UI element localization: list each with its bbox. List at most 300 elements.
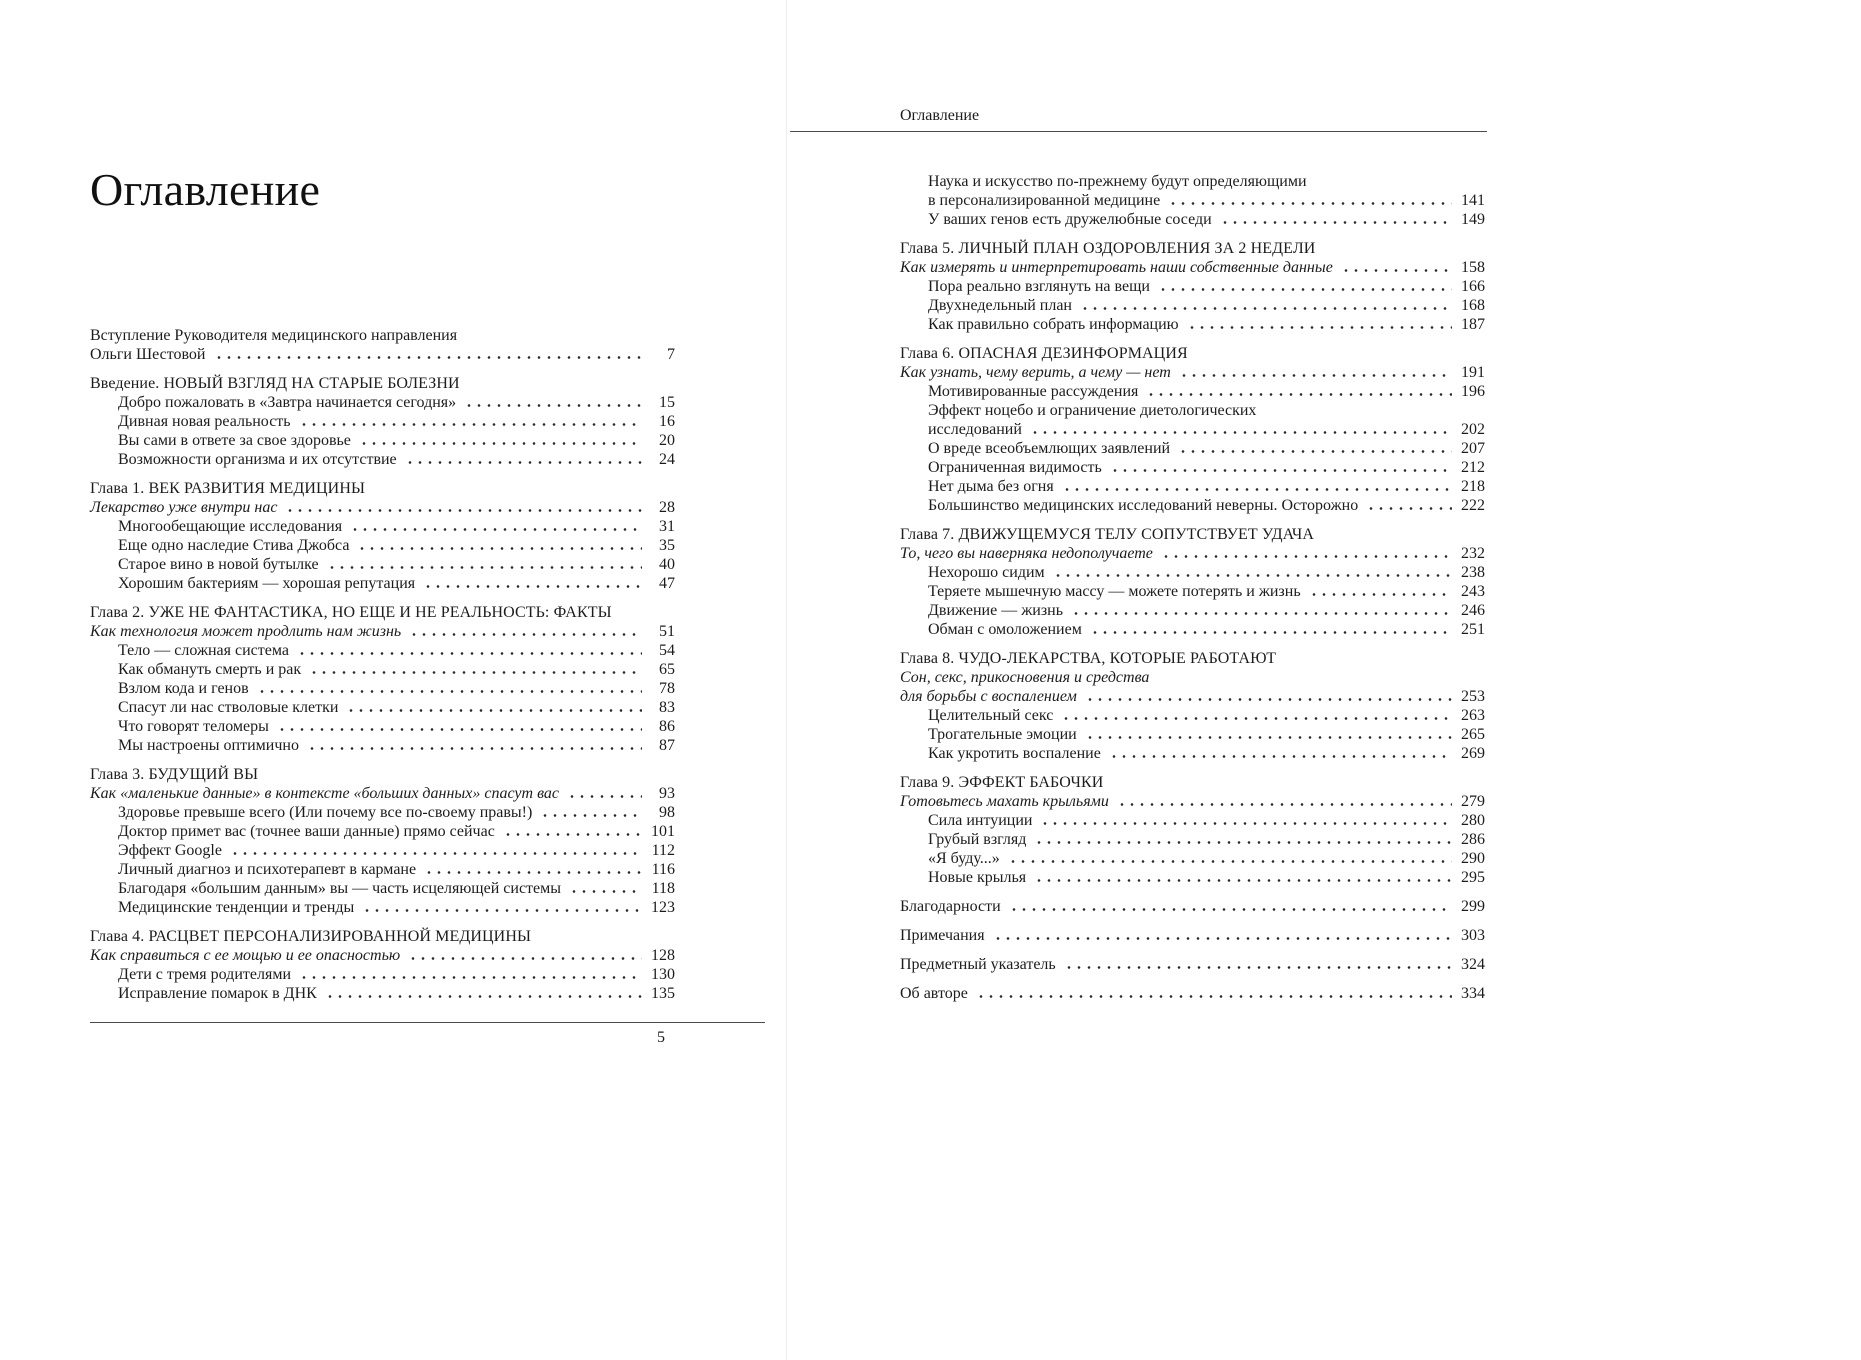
dot-leader — [1090, 620, 1452, 639]
toc-entry — [90, 946, 675, 965]
toc-line — [900, 955, 1485, 974]
toc-page-number: 191 — [1461, 364, 1485, 381]
toc-line — [900, 363, 1485, 382]
toc-line — [928, 849, 1485, 868]
toc-entry-list-left — [90, 326, 675, 1003]
toc-page-number: 130 — [651, 966, 675, 983]
toc-entry — [90, 393, 675, 412]
toc-entry — [900, 277, 1485, 296]
toc-entry-text: Эффект Google — [118, 842, 222, 859]
dot-leader — [1034, 830, 1452, 849]
dot-leader — [1146, 382, 1452, 401]
toc-entry — [900, 744, 1485, 763]
toc-line — [118, 412, 675, 431]
dot-leader — [993, 926, 1452, 945]
toc-entry — [90, 984, 675, 1003]
toc-page-number: 20 — [659, 432, 675, 449]
toc-page-number: 324 — [1461, 956, 1485, 973]
dot-leader — [1071, 601, 1452, 620]
dot-leader — [1179, 363, 1452, 382]
dot-leader — [424, 860, 642, 879]
toc-page-number: 31 — [659, 518, 675, 535]
toc-line — [928, 315, 1485, 334]
toc-page-number: 65 — [659, 661, 675, 678]
toc-entry-text: Двухнедельный план — [928, 297, 1072, 314]
dot-leader — [409, 622, 642, 641]
toc-entry — [90, 412, 675, 431]
toc-entry — [90, 498, 675, 517]
toc-entry — [900, 811, 1485, 830]
toc-entry — [90, 717, 675, 736]
toc-page-number: 303 — [1461, 927, 1485, 944]
toc-entry-text: Примечания — [900, 927, 985, 944]
toc-entry-text: Старое вино в новой бутылке — [118, 556, 319, 573]
toc-line — [900, 687, 1485, 706]
dot-leader — [1110, 458, 1452, 477]
toc-entry-text: Целительный секс — [928, 707, 1054, 724]
toc-entry-text: для борьбы с воспалением — [900, 688, 1077, 705]
toc-entry-text: Нет дыма без огня — [928, 478, 1054, 495]
toc-line — [928, 868, 1485, 887]
toc-entry — [90, 803, 675, 822]
toc-page-number: 295 — [1461, 869, 1485, 886]
toc-entry — [900, 496, 1485, 515]
toc-entry — [900, 477, 1485, 496]
toc-entry-text: Эффект ноцебо и ограничение диетологических — [928, 402, 1257, 419]
toc-entry — [900, 582, 1485, 601]
dot-leader — [1187, 315, 1452, 334]
dot-leader — [1161, 544, 1452, 563]
toc-entry — [90, 698, 675, 717]
toc-line — [928, 277, 1485, 296]
toc-entry-text: Дивная новая реальность — [118, 413, 291, 430]
toc-page-number: 212 — [1461, 459, 1485, 476]
left-page — [90, 0, 675, 1003]
toc-heading — [90, 374, 675, 393]
toc-entry-text: Пора реально взглянуть на вещи — [928, 278, 1150, 295]
toc-heading — [900, 239, 1485, 258]
toc-page-number: 135 — [651, 985, 675, 1002]
toc-entry-text: Возможности организма и их отсутствие — [118, 451, 397, 468]
toc-line — [928, 620, 1485, 639]
toc-line — [90, 622, 675, 641]
toc-line — [928, 401, 1485, 420]
toc-page-number: 269 — [1461, 745, 1485, 762]
toc-entry — [90, 536, 675, 555]
toc-page-number: 207 — [1461, 440, 1485, 457]
dot-leader — [297, 641, 642, 660]
toc-line — [90, 946, 675, 965]
toc-entry — [900, 439, 1485, 458]
toc-entry-text: Как «маленькие данные» в контексте «больших данных» спасут вас — [90, 785, 560, 802]
toc-line — [900, 926, 1485, 945]
toc-line — [928, 458, 1485, 477]
dot-leader — [1034, 868, 1452, 887]
toc-entry — [90, 879, 675, 898]
toc-line — [118, 841, 675, 860]
toc-entry-text: Добро пожаловать в «Завтра начинается сегодня» — [118, 394, 457, 411]
dot-leader — [569, 879, 642, 898]
toc-entry — [900, 601, 1485, 620]
toc-page-number: 98 — [659, 804, 675, 821]
toc-entry — [900, 258, 1485, 277]
toc-entry-text: Как справиться с ее мощью и ее опасностью — [90, 947, 401, 964]
toc-page-number: 166 — [1461, 278, 1485, 295]
toc-page-number: 128 — [651, 947, 675, 964]
toc-heading — [900, 773, 1485, 792]
toc-line — [118, 450, 675, 469]
toc-entry-text: Трогательные эмоции — [928, 726, 1077, 743]
toc-title: Оглавление — [90, 164, 321, 215]
toc-page-number: 251 — [1461, 621, 1485, 638]
toc-page-number: 238 — [1461, 564, 1485, 581]
toc-entry-text: Глава 7. ДВИЖУЩЕМУСЯ ТЕЛУ СОПУТСТВУЕТ УДАЧА — [900, 526, 1315, 543]
toc-entry-text: Мы настроены оптимично — [118, 737, 299, 754]
toc-entry — [900, 563, 1485, 582]
toc-entry — [900, 792, 1485, 811]
dot-leader — [307, 736, 642, 755]
toc-line — [118, 555, 675, 574]
toc-page-number: 54 — [659, 642, 675, 659]
toc-entry-text: Что говорят теломеры — [118, 718, 269, 735]
toc-entry-text: О вреде всеобъемлющих заявлений — [928, 440, 1171, 457]
toc-entry — [900, 620, 1485, 639]
toc-line — [928, 296, 1485, 315]
dot-leader — [567, 784, 642, 803]
toc-page-number: 40 — [659, 556, 675, 573]
toc-page-number: 263 — [1461, 707, 1485, 724]
toc-page-number: 123 — [651, 899, 675, 916]
toc-page-number: 47 — [659, 575, 675, 592]
toc-page-number: 265 — [1461, 726, 1485, 743]
toc-page-number: 149 — [1461, 211, 1485, 228]
toc-line — [90, 765, 675, 784]
toc-line — [118, 803, 675, 822]
toc-line — [118, 860, 675, 879]
dot-leader — [299, 965, 642, 984]
right-page — [900, 0, 1485, 1003]
toc-entry — [90, 965, 675, 984]
toc-page-number: 86 — [659, 718, 675, 735]
dot-leader — [309, 660, 642, 679]
footer-rule — [90, 1022, 765, 1023]
toc-line — [90, 603, 675, 622]
toc-entry-text: Движение — жизнь — [928, 602, 1063, 619]
dot-leader — [1109, 744, 1452, 763]
dot-leader — [464, 393, 642, 412]
toc-entry-text: У ваших генов есть дружелюбные соседи — [928, 211, 1212, 228]
toc-entry-text: Как технология может продлить нам жизнь — [90, 623, 402, 640]
toc-line — [90, 374, 675, 393]
toc-line — [118, 393, 675, 412]
toc-entry-text: Глава 3. БУДУЩИЙ ВЫ — [90, 766, 259, 783]
toc-line — [928, 420, 1485, 439]
toc-line — [928, 439, 1485, 458]
dot-leader — [277, 717, 642, 736]
toc-entry-text: Личный диагноз и психотерапевт в кармане — [118, 861, 417, 878]
toc-entry-text: в персонализированной медицине — [928, 192, 1161, 209]
toc-line — [118, 574, 675, 593]
toc-line — [118, 517, 675, 536]
toc-page-number: 78 — [659, 680, 675, 697]
toc-line — [928, 191, 1485, 210]
toc-entry-list-right — [900, 172, 1485, 1003]
dot-leader — [1341, 258, 1452, 277]
dot-leader — [362, 898, 642, 917]
toc-line — [90, 479, 675, 498]
dot-leader — [1064, 955, 1452, 974]
toc-entry — [90, 574, 675, 593]
toc-entry-text: Сила интуиции — [928, 812, 1033, 829]
toc-page-number: 112 — [651, 842, 675, 859]
toc-entry-text: Глава 4. РАСЦВЕТ ПЕРСОНАЛИЗИРОВАННОЙ МЕДИЦИНЫ — [90, 928, 532, 945]
toc-entry-text: Глава 6. ОПАСНАЯ ДЕЗИНФОРМАЦИЯ — [900, 345, 1188, 362]
dot-leader — [1040, 811, 1452, 830]
toc-line — [900, 649, 1485, 668]
toc-heading — [90, 479, 675, 498]
toc-page-number: 101 — [651, 823, 675, 840]
dot-leader — [1062, 477, 1452, 496]
toc-page-number: 222 — [1461, 497, 1485, 514]
toc-page-number: 202 — [1461, 421, 1485, 438]
toc-page-number: 279 — [1461, 793, 1485, 810]
dot-leader — [299, 412, 642, 431]
toc-line — [928, 601, 1485, 620]
dot-leader — [540, 803, 642, 822]
toc-line — [900, 525, 1485, 544]
toc-page-number: 280 — [1461, 812, 1485, 829]
toc-page-number: 187 — [1461, 316, 1485, 333]
toc-entry-text: Сон, секс, прикосновения и средства — [900, 669, 1150, 686]
dot-leader — [1061, 706, 1452, 725]
toc-entry-text: Грубый взгляд — [928, 831, 1027, 848]
toc-line — [900, 984, 1485, 1003]
toc-line — [928, 477, 1485, 496]
toc-line — [118, 984, 675, 1003]
toc-entry-text: Ольги Шестовой — [90, 346, 206, 363]
toc-entry-text: Как правильно собрать информацию — [928, 316, 1179, 333]
running-head: Оглавление — [900, 107, 980, 124]
toc-line — [118, 431, 675, 450]
toc-entry — [90, 860, 675, 879]
toc-entry-text: Благодарности — [900, 898, 1001, 915]
toc-entry-text: Как узнать, чему верить, а чему — нет — [900, 364, 1171, 381]
toc-entry — [90, 555, 675, 574]
toc-entry-text: Глава 2. УЖЕ НЕ ФАНТАСТИКА, НО ЕЩЕ И НЕ РЕАЛЬНОСТЬ: ФАКТЫ — [90, 604, 612, 621]
dot-leader — [1030, 420, 1452, 439]
toc-entry — [90, 622, 675, 641]
toc-entry — [900, 725, 1485, 744]
toc-entry — [900, 315, 1485, 334]
toc-page-number: 253 — [1461, 688, 1485, 705]
toc-entry-text: Здоровье превыше всего (Или почему все по-своему правы!) — [118, 804, 533, 821]
dot-leader — [1009, 897, 1452, 916]
dot-leader — [327, 555, 642, 574]
toc-page-number: 16 — [659, 413, 675, 430]
toc-entry-text: Тело — сложная система — [118, 642, 289, 659]
dot-leader — [230, 841, 642, 860]
toc-line — [900, 544, 1485, 563]
toc-entry-text: Наука и искусство по-прежнему будут определяющими — [928, 173, 1307, 190]
toc-line — [118, 965, 675, 984]
toc-heading — [900, 649, 1485, 668]
toc-line — [900, 668, 1485, 687]
toc-line — [900, 773, 1485, 792]
toc-page-number: 334 — [1461, 985, 1485, 1002]
toc-entry — [900, 926, 1485, 945]
toc-line — [118, 679, 675, 698]
toc-line — [928, 830, 1485, 849]
toc-entry-text: Большинство медицинских исследований неверны. Осторожно — [928, 497, 1359, 514]
toc-line — [928, 744, 1485, 763]
toc-entry — [900, 830, 1485, 849]
toc-entry — [90, 641, 675, 660]
toc-entry — [900, 955, 1485, 974]
toc-entry — [90, 679, 675, 698]
toc-entry-text: Доктор примет вас (точнее ваши данные) прямо сейчас — [118, 823, 495, 840]
toc-line — [118, 736, 675, 755]
dot-leader — [357, 536, 642, 555]
toc-line — [90, 345, 675, 364]
toc-line — [900, 258, 1485, 277]
toc-entry — [90, 841, 675, 860]
toc-entry-text: Как измерять и интерпретировать наши собственные данные — [900, 259, 1333, 276]
dot-leader — [1085, 725, 1452, 744]
toc-line — [928, 725, 1485, 744]
dot-leader — [1158, 277, 1452, 296]
dot-leader — [359, 431, 642, 450]
toc-line — [928, 563, 1485, 582]
toc-entry-text: Новые крылья — [928, 869, 1027, 886]
toc-entry-text: Благодаря «большим данным» вы — часть исцеляющей системы — [118, 880, 562, 897]
dot-leader — [1008, 849, 1452, 868]
toc-entry-text: Нехорошо сидим — [928, 564, 1045, 581]
toc-entry — [900, 296, 1485, 315]
toc-entry-text: Ограниченная видимость — [928, 459, 1102, 476]
toc-line — [90, 326, 675, 345]
toc-heading — [900, 525, 1485, 544]
dot-leader — [1220, 210, 1452, 229]
toc-line — [928, 811, 1485, 830]
toc-page-number: 218 — [1461, 478, 1485, 495]
dot-leader — [350, 517, 642, 536]
toc-page-number: 232 — [1461, 545, 1485, 562]
toc-line — [118, 660, 675, 679]
dot-leader — [1053, 563, 1452, 582]
dot-leader — [408, 946, 642, 965]
dot-leader — [1117, 792, 1452, 811]
dot-leader — [976, 984, 1452, 1003]
toc-entry-text: Дети с тремя родителями — [118, 966, 292, 983]
dot-leader — [285, 498, 642, 517]
page-number-folio: 5 — [657, 1029, 665, 1046]
dot-leader — [405, 450, 642, 469]
toc-entry — [90, 517, 675, 536]
toc-entry — [900, 401, 1485, 439]
toc-entry-text: Еще одно наследие Стива Джобса — [118, 537, 350, 554]
toc-page-number: 286 — [1461, 831, 1485, 848]
toc-entry-text: «Я буду...» — [928, 850, 1000, 867]
toc-line — [118, 698, 675, 717]
toc-entry-text: Исправление помарок в ДНК — [118, 985, 317, 1002]
toc-heading — [90, 603, 675, 622]
dot-leader — [325, 984, 642, 1003]
dot-leader — [346, 698, 642, 717]
toc-entry — [900, 458, 1485, 477]
toc-entry-text: То, чего вы наверняка недополучаете — [900, 545, 1153, 562]
toc-entry — [900, 668, 1485, 706]
toc-entry — [900, 544, 1485, 563]
toc-entry-text: Обман с омоложением — [928, 621, 1082, 638]
toc-page-number: 290 — [1461, 850, 1485, 867]
toc-entry-text: Как укротить воспаление — [928, 745, 1101, 762]
toc-page-number: 168 — [1461, 297, 1485, 314]
toc-entry — [900, 210, 1485, 229]
toc-page-number: 24 — [659, 451, 675, 468]
toc-page-number: 141 — [1461, 192, 1485, 209]
toc-entry — [900, 706, 1485, 725]
toc-page-number: 7 — [667, 346, 675, 363]
toc-entry — [900, 897, 1485, 916]
toc-entry-text: Глава 1. ВЕК РАЗВИТИЯ МЕДИЦИНЫ — [90, 480, 366, 497]
toc-line — [90, 498, 675, 517]
toc-line — [118, 536, 675, 555]
dot-leader — [1309, 582, 1452, 601]
toc-line — [928, 706, 1485, 725]
toc-entry — [90, 898, 675, 917]
toc-line — [118, 717, 675, 736]
toc-entry-text: Предметный указатель — [900, 956, 1056, 973]
toc-heading — [90, 765, 675, 784]
toc-entry — [90, 660, 675, 679]
toc-entry-text: Многообещающие исследования — [118, 518, 343, 535]
toc-heading — [900, 344, 1485, 363]
toc-line — [928, 582, 1485, 601]
toc-line — [90, 784, 675, 803]
toc-entry-text: Вы сами в ответе за свое здоровье — [118, 432, 351, 449]
toc-page-number: 116 — [651, 861, 675, 878]
dot-leader — [1080, 296, 1452, 315]
toc-entry — [90, 736, 675, 755]
dot-leader — [503, 822, 642, 841]
toc-entry-text: Взлом кода и генов — [118, 680, 249, 697]
toc-entry — [900, 868, 1485, 887]
toc-entry-text: Медицинские тенденции и тренды — [118, 899, 355, 916]
toc-page-number: 28 — [659, 499, 675, 516]
toc-entry-text: Хорошим бактериям — хорошая репутация — [118, 575, 416, 592]
toc-entry — [900, 849, 1485, 868]
toc-entry — [900, 382, 1485, 401]
toc-entry-text: Вступление Руководителя медицинского направления — [90, 327, 458, 344]
toc-entry-text: исследований — [928, 421, 1022, 438]
toc-entry-text: Мотивированные рассуждения — [928, 383, 1139, 400]
toc-page-number: 118 — [651, 880, 675, 897]
dot-leader — [1178, 439, 1452, 458]
toc-entry — [90, 822, 675, 841]
toc-entry — [90, 326, 675, 364]
toc-page-number: 246 — [1461, 602, 1485, 619]
toc-page-number: 196 — [1461, 383, 1485, 400]
toc-page-number: 51 — [659, 623, 675, 640]
toc-line — [900, 239, 1485, 258]
toc-page-number: 243 — [1461, 583, 1485, 600]
toc-entry — [90, 431, 675, 450]
toc-line — [928, 496, 1485, 515]
toc-page-number: 93 — [659, 785, 675, 802]
toc-line — [90, 927, 675, 946]
toc-line — [118, 822, 675, 841]
toc-line — [928, 210, 1485, 229]
